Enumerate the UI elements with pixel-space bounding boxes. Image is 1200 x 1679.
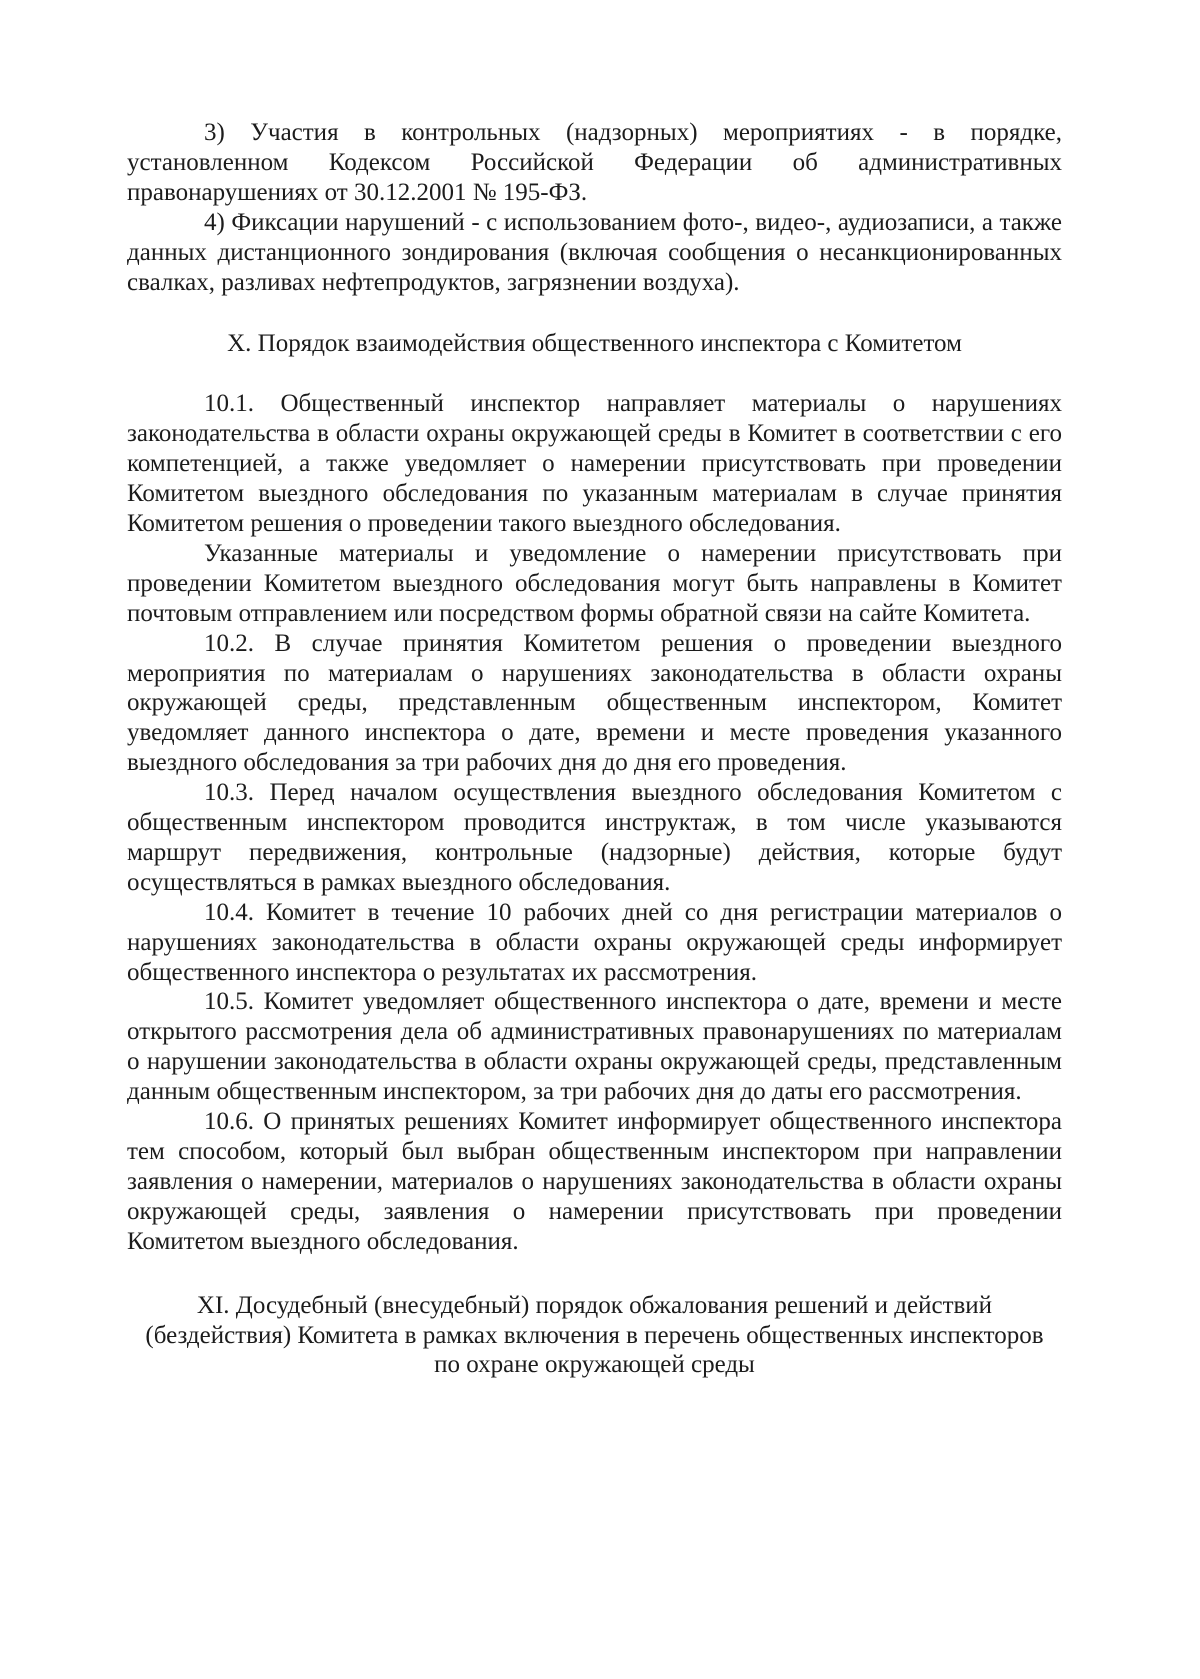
paragraph-10-1: 10.1. Общественный инспектор направляет материалы о нарушениях законодательства в области охраны окружающей среды в Комитет в соответствии с его компетенцией, а также уведомляет о намерении присутствовать при проведении Комитетом выездного обследования по указанным материалам в случае принятия Комитетом решения о проведении такого выездного обследования. — [127, 390, 1062, 537]
paragraph-10-5: 10.5. Комитет уведомляет общественного инспектора о дате, времени и месте открытого рассмотрения дела об административных правонарушениях по материалам о нарушении законодательства в области охраны окружающей среды, представленным данным общественным инспектором, за три рабочих дня до даты его рассмотрения. — [127, 988, 1062, 1106]
section-xi-title-line: по охране окружающей среды — [434, 1351, 755, 1379]
paragraph-item-3: 3) Участия в контрольных (надзорных) мероприятиях - в порядке, установленном Кодексом Российской Федерации об административных правонарушениях от 30.12.2001 № 195-ФЗ. — [127, 119, 1062, 206]
paragraph-10-3: 10.3. Перед началом осуществления выездного обследования Комитетом с общественным инспектором проводится инструктаж, в том числе указываются маршрут передвижения, контрольные (надзорные) действия, которые будут осуществляться в рамках выездного обследования. — [127, 779, 1062, 896]
paragraph-10-4: 10.4. Комитет в течение 10 рабочих дней со дня регистрации материалов о нарушениях законодательства в области охраны окружающей среды информирует общественного инспектора о результатах их рассмотрения. — [127, 898, 1062, 986]
document-page — [127, 118, 1062, 1380]
section-xi-title — [127, 1291, 1062, 1381]
section-x-title: X. Порядок взаимодействия общественного инспектора с Комитетом — [227, 330, 962, 358]
paragraph-item-4: 4) Фиксации нарушений - с использованием фото-, видео-, аудиозаписи, а также данных дистанционного зондирования (включая сообщения о несанкционированных свалках, разливах нефтепродуктов, загрязнении воздуха). — [127, 208, 1062, 296]
paragraph-10-1-continued: Указанные материалы и уведомление о намерении присутствовать при проведении Комитетом выездного обследования могут быть направлены в Комитет почтовым отправлением или посредством формы обратной связи на сайте Комитета. — [127, 539, 1062, 627]
paragraph-10-2: 10.2. В случае принятия Комитетом решения о проведении выездного мероприятия по материалам о нарушениях законодательства в области охраны окружающей среды, представленным общественным инспектором, Комитет уведомляет данного инспектора о дате, времени и месте проведения указанного выездного обследования за три рабочих дня до дня его проведения. — [127, 629, 1062, 777]
paragraph-10-6: 10.6. О принятых решениях Комитет информирует общественного инспектора тем способом, который был выбран общественным инспектором при направлении заявления о намерении, материалов о нарушениях законодательства в области охраны окружающей среды, заявления о намерении присутствовать при проведении Комитетом выездного обследования. — [127, 1108, 1062, 1255]
section-xi-title-line: (бездействия) Комитета в рамках включения в перечень общественных инспекторов — [145, 1321, 1044, 1349]
section-xi-title-line: XI. Досудебный (внесудебный) порядок обжалования решений и действий — [196, 1291, 993, 1319]
